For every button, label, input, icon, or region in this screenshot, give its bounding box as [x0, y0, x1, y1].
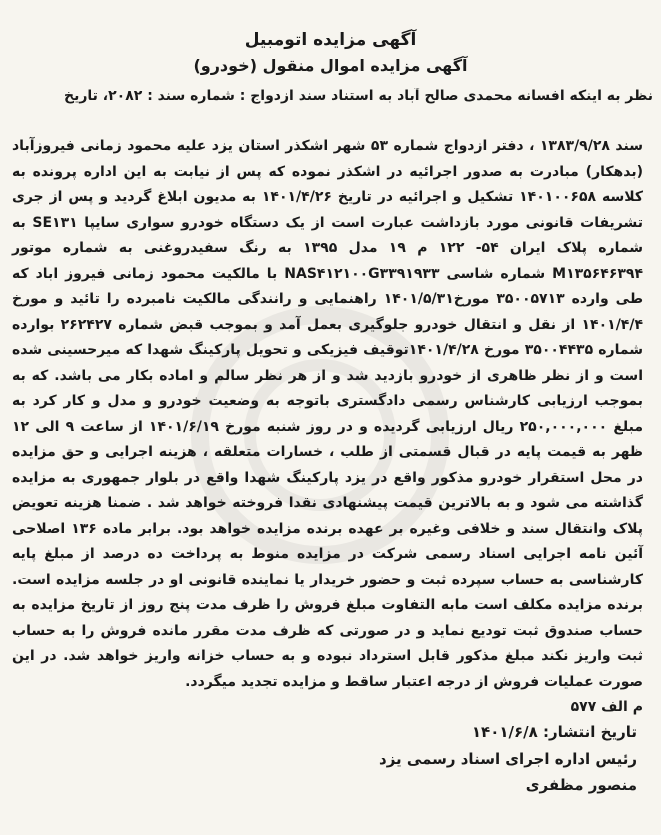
signer-title: رئیس اداره اجرای اسناد رسمی یزد	[379, 750, 637, 768]
notice-body-text: سند ۱۳۸۳/۹/۲۸ ، دفتر ازدواج شماره ۵۳ شهر اشکذر استان یزد علیه محمود زمانی فیروزآباد (بدهکار) مبادرت به صدور اجرائیه در اشکذر نموده که پس از نیابت به این اداره پرونده به کلاسه ۱۴۰۱۰۰۶۵۸ تشکیل و اجرائیه در تاریخ ۱۴۰۱/۴/۲۶ به مدیون ابلاغ گردید و پس از جری تشریفات قانونی مورد بازداشت عبارت است از یک دستگاه خودرو سواری سایپا SE۱۳۱ به شماره پلاک ایران ۵۴- ۱۲۲ م ۱۹ مدل ۱۳۹۵ به رنگ سفیدروغنی به شماره موتور M۱۳۵۶۴۶۳۹۴ شماره شاسی NAS۴۱۲۱۰۰G۳۳۹۱۹۳۳ با مالکیت محمود زمانی فیروز اباد که طی وارده ۳۵۰۰۵۷۱۳ مورخ۱۴۰۱/۵/۳۱ راهنمایی و رانندگی مالکیت نامبرده را تائید و مورخ ۱۴۰۱/۴/۴ از نقل و انتقال خودرو جلوگیری بعمل آمد و بموجب قبض شماره ۲۶۲۴۲۷ بوارده شماره ۳۵۰۰۴۴۳۵ مورخ ۱۴۰۱/۴/۲۸توقیف فیزیکی و تحویل پارکینگ شهدا که میرحسینی شده است و از نظر ظاهری از خودرو بازدید شد و از هر نظر سالم و اماده بکار می باشد. که به بموجب ارزیابی کارشناس رسمی دادگستری باتوجه به وضعیت خودرو و مدل و کار کرد به مبلغ ۲۵۰,۰۰۰,۰۰۰ ریال ارزیابی گردیده و در روز شنبه مورخ ۱۴۰۱/۶/۱۹ از ساعت ۹ الی ۱۲ ظهر به قیمت پایه در قبال قسمتی از طلب ، خسارات متعلقه ، هزینه اجرایی و حق مزایده در محل استقرار خودرو مذکور واقع در یزد پارکینگ شهدا واقع در بلوار جمهوری به مزایده گذاشته می شود و به بالاترین قیمت پیشنهادی نقدا فروخته خواهد شد . ضمنا هزینه تعویض پلاک وانتقال سند و خلافی وغیره بر عهده برنده مزایده خواهد بود. برابر ماده ۱۳۶ اصلاحی آئین نامه اجرایی اسناد رسمی شرکت در مزایده منوط به پرداخت ده درصد از مبلغ پایه کارشناسی به حساب سپرده ثبت و حضور خریدار یا نماینده قانونی او در جلسه مزایده است. برنده مزایده مکلف است مابه التفاوت مبلغ فروش را ظرف مدت پنج روز از تاریخ مزایده به حساب صندوق ثبت تودیع نماید و در صورتی که ظرف مدت مقرر مانده فروش را به حساب ثبت واریز نکند مبلغ مذکور قابل استرداد نبوده و به حساب خزانه واریز خواهد شد. در این صورت عملیات فروش از درجه اعتبار ساقط و مزایده تجدید میگردد.	[12, 138, 644, 690]
notice-title: آگهی مزایده اتومبیل	[244, 30, 417, 50]
notice-lead-line: نظر به اینکه افسانه محمدی صالح آباد به استناد سند ازدواج : شماره سند : ۲۰۸۲، تاریخ	[64, 88, 653, 104]
notice-ref-code: م الف ۵۷۷	[570, 699, 643, 715]
notice-body	[12, 134, 643, 721]
notice-subtitle: آگهی مزایده اموال منقول (خودرو)	[193, 56, 468, 75]
publish-date: تاریخ انتشار: ۱۴۰۱/۶/۸	[471, 723, 637, 741]
signer-name: منصور مظفری	[525, 776, 637, 794]
